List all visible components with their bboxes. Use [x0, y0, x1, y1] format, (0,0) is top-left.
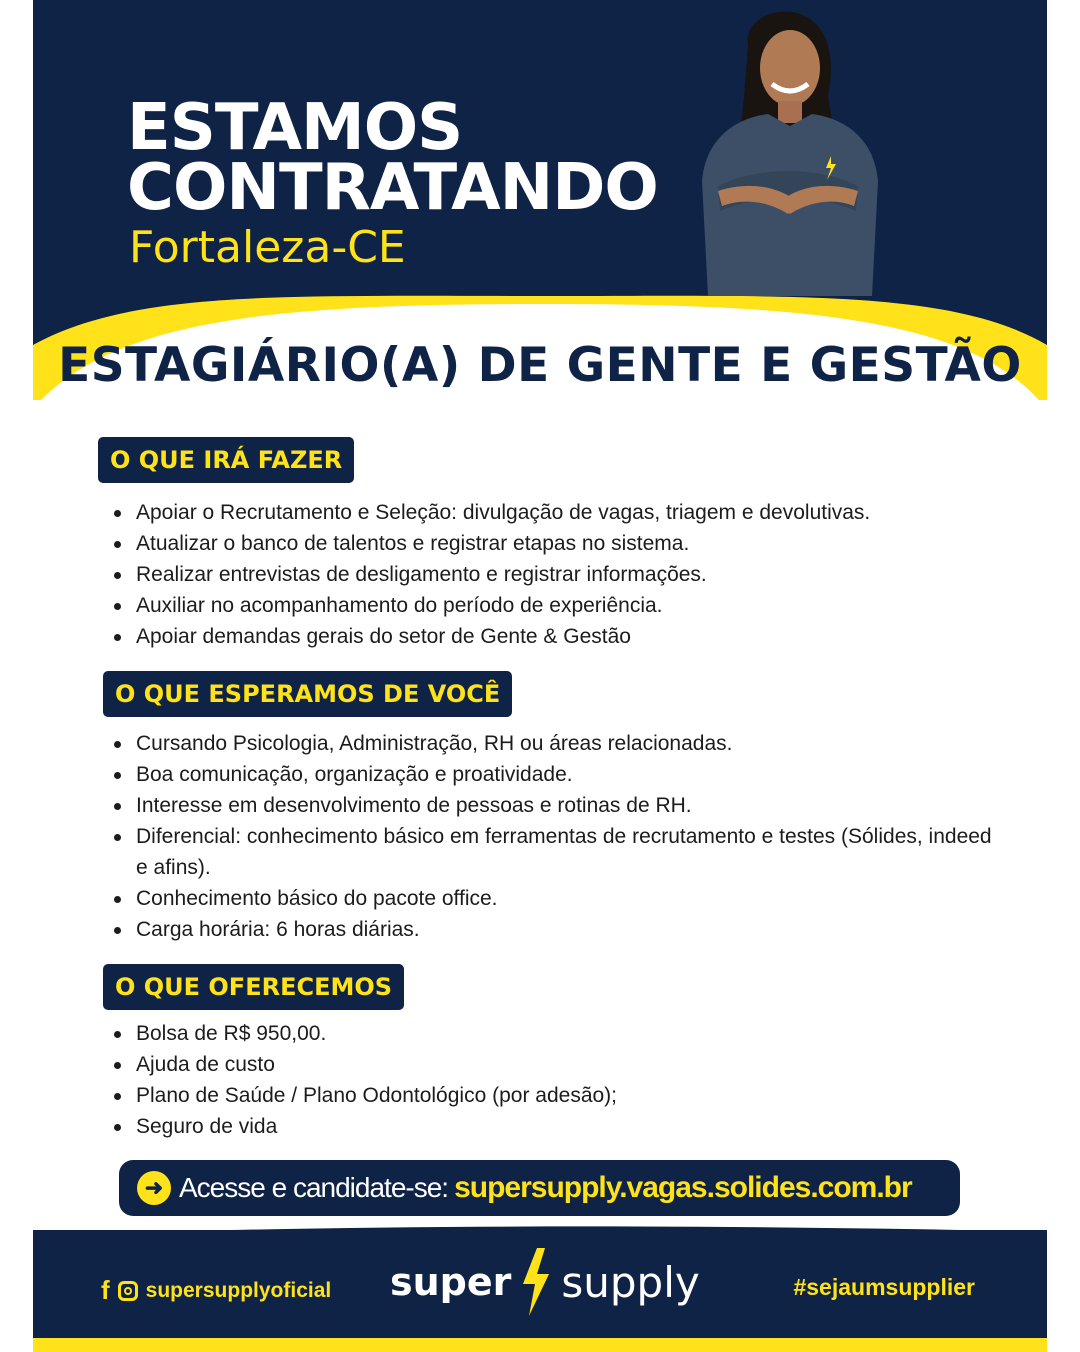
section-heading-tasks: O QUE IRÁ FAZER: [98, 437, 354, 483]
list-item: Apoiar demandas gerais do setor de Gente & Gestão: [104, 621, 1004, 652]
apply-link-banner[interactable]: [119, 1160, 960, 1216]
section-heading-requirements: O QUE ESPERAMOS DE VOCÊ: [103, 671, 512, 717]
recruiter-photo: [688, 6, 888, 296]
list-item: Boa comunicação, organização e proatividade.: [104, 759, 1004, 790]
social-handle[interactable]: supersupplyoficial: [145, 1278, 332, 1302]
apply-cta-text: Acesse e candidate-se:: [179, 1172, 449, 1203]
list-item: Ajuda de custo: [104, 1049, 1004, 1080]
list-item: Bolsa de R$ 950,00.: [104, 1018, 1004, 1049]
city-label: Fortaleza-CE: [129, 222, 406, 273]
logo-word-super: super: [390, 1260, 512, 1304]
requirements-list: [104, 728, 1004, 945]
list-item: Plano de Saúde / Plano Odontológico (por adesão);: [104, 1080, 1004, 1111]
job-title: ESTAGIÁRIO(A) DE GENTE E GESTÃO: [58, 338, 1022, 393]
headline-line-2: CONTRATANDO: [127, 151, 658, 225]
logo-word-supply: supply: [561, 1257, 700, 1307]
benefits-list: [104, 1018, 1004, 1142]
hashtag: #sejaumsupplier: [793, 1274, 975, 1300]
list-item: Atualizar o banco de talentos e registrar etapas no sistema.: [104, 528, 1004, 559]
list-item: Diferencial: conhecimento básico em ferramentas de recrutamento e testes (Sólides, indeed e afins).: [104, 821, 1004, 883]
hiring-headline: [127, 91, 658, 225]
social-links[interactable]: [101, 1275, 331, 1306]
section-heading-benefits: O QUE OFERECEMOS: [103, 964, 404, 1010]
headline-line-1: ESTAMOS: [127, 91, 463, 165]
list-item: Apoiar o Recrutamento e Seleção: divulgação de vagas, triagem e devolutivas.: [104, 497, 1004, 528]
brand-logo: [390, 1248, 700, 1316]
instagram-icon[interactable]: [118, 1281, 138, 1301]
tasks-list: [104, 497, 1004, 652]
list-item: Carga horária: 6 horas diárias.: [104, 914, 1004, 945]
footer-accent-bar: [33, 1338, 1047, 1352]
list-item: Cursando Psicologia, Administração, RH ou áreas relacionadas.: [104, 728, 1004, 759]
list-item: Interesse em desenvolvimento de pessoas e rotinas de RH.: [104, 790, 1004, 821]
list-item: Conhecimento básico do pacote office.: [104, 883, 1004, 914]
arrow-right-icon: ➜: [137, 1171, 171, 1205]
list-item: Seguro de vida: [104, 1111, 1004, 1142]
lightning-bolt-icon: [517, 1248, 555, 1316]
job-poster: [33, 0, 1047, 1352]
apply-url-link[interactable]: supersupply.vagas.solides.com.br: [454, 1171, 912, 1204]
list-item: Realizar entrevistas de desligamento e registrar informações.: [104, 559, 1004, 590]
facebook-icon[interactable]: f: [101, 1275, 110, 1305]
list-item: Auxiliar no acompanhamento do período de experiência.: [104, 590, 1004, 621]
